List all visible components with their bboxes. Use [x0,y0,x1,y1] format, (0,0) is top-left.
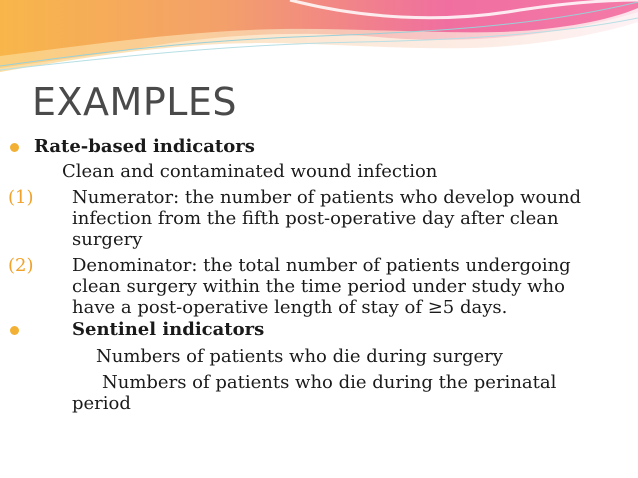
numbered-marker-1: (1) [8,187,34,208]
numbered-1-line-3: surgery [72,229,143,250]
rate-subtitle: Clean and contaminated wound infection [62,161,438,182]
bullet-dot-sentinel [10,326,19,335]
bullet-sentinel-label: Sentinel indicators [72,319,265,340]
numbered-2-line-2: clean surgery within the time period under study who [72,276,565,297]
numbered-1-line-2: infection from the fifth post-operative day after clean [72,208,559,229]
numbered-1-line-1: Numerator: the number of patients who develop wound [72,187,582,208]
numbered-2-line-1: Denominator: the total number of patients undergoing [72,255,571,276]
sentinel-line-3: period [72,393,131,414]
sentinel-line-1: Numbers of patients who die during surgery [96,346,503,367]
numbered-2-line-3: have a post-operative length of stay of ≥5 days. [72,297,508,318]
decorative-banner [0,0,638,80]
bullet-dot-rate [10,143,19,152]
slide-title: EXAMPLES [32,80,238,124]
numbered-marker-2: (2) [8,255,34,276]
bullet-rate-based-label: Rate-based indicators [34,136,255,157]
sentinel-line-2: Numbers of patients who die during the perinatal [102,372,557,393]
